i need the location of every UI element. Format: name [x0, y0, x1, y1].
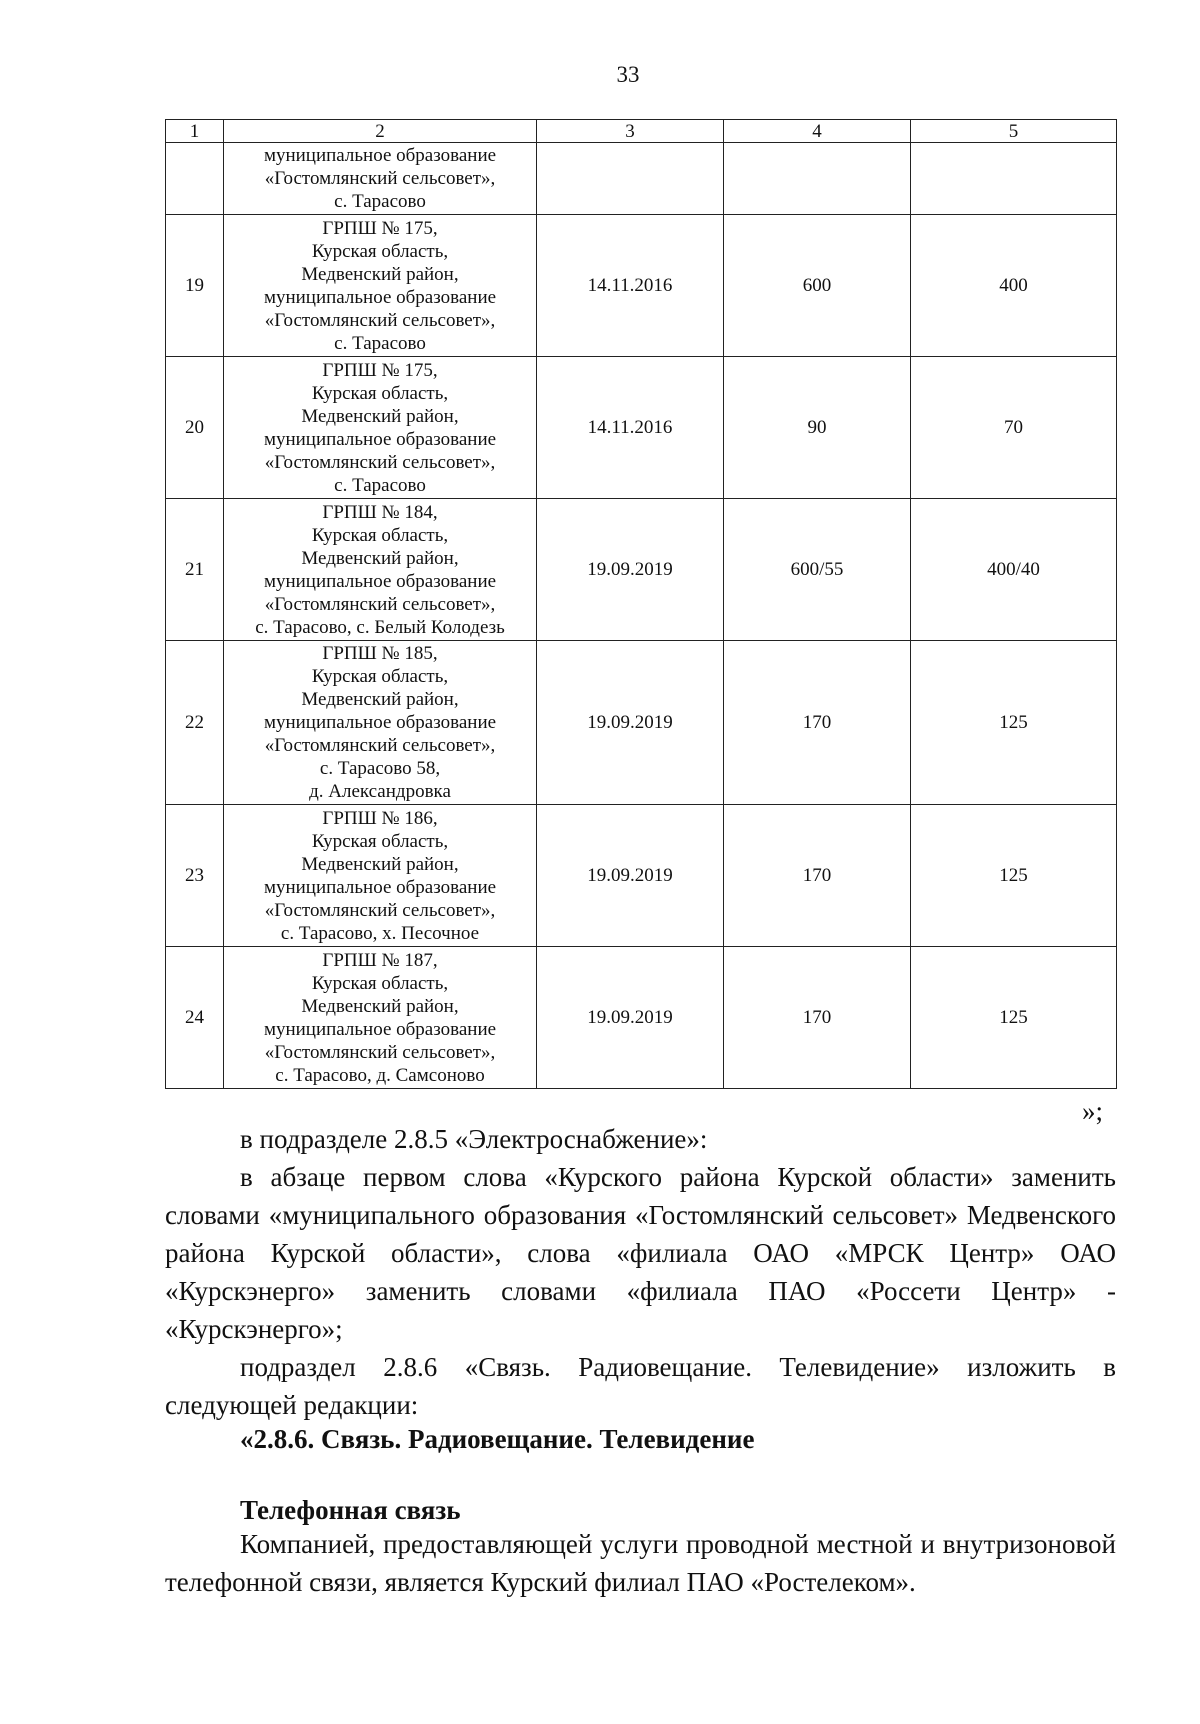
location-cell	[224, 143, 537, 215]
location-line: с. Тарасово, д. Самсоново	[275, 1064, 485, 1086]
value-cell-4: 600/55	[724, 499, 911, 641]
location-cell	[224, 215, 537, 357]
value-cell-5: 400/40	[911, 499, 1117, 641]
location-line: Курская область,	[311, 666, 449, 687]
location-line: «Гостомлянский сельсовет»,	[264, 735, 496, 756]
location-line: муниципальное образование	[263, 145, 497, 166]
table-row	[166, 143, 1117, 215]
location-line: муниципальное образование	[263, 712, 497, 733]
location-line: «Гостомлянский сельсовет»,	[264, 309, 496, 331]
location-cell	[224, 641, 537, 805]
quote-close-mark: »;	[1082, 1096, 1104, 1126]
value-cell-4: 170	[724, 805, 911, 947]
location-line: «Гостомлянский сельсовет»,	[264, 899, 496, 921]
table-row	[166, 641, 1117, 805]
date-cell: 14.11.2016	[537, 357, 724, 499]
location-line: с. Тарасово, с. Белый Колодезь	[255, 616, 505, 638]
row-number-cell: 23	[166, 805, 224, 947]
row-number-cell: 22	[166, 641, 224, 805]
location-line: с. Тарасово	[334, 332, 426, 354]
location-line: «Гостомлянский сельсовет»,	[264, 593, 496, 615]
value-cell-4: 170	[724, 641, 911, 805]
location-line: ГРПШ № 185,	[322, 643, 438, 664]
location-line: муниципальное образование	[263, 286, 497, 308]
header-cell: 2	[224, 120, 537, 143]
location-line: с. Тарасово, х. Песочное	[280, 922, 480, 944]
location-line: муниципальное образование	[263, 570, 497, 592]
location-cell	[224, 947, 537, 1089]
value-cell-5: 400	[911, 215, 1117, 357]
location-line: ГРПШ № 175,	[322, 217, 438, 239]
date-cell: 19.09.2019	[537, 499, 724, 641]
value-cell-4: 170	[724, 947, 911, 1089]
location-line: Медвенский район,	[301, 689, 459, 710]
value-cell-4	[724, 143, 911, 215]
row-number-cell	[166, 143, 224, 215]
location-line: с. Тарасово 58,	[319, 758, 441, 779]
value-cell-4: 90	[724, 357, 911, 499]
location-line: Курская область,	[311, 524, 449, 546]
header-cell: 1	[166, 120, 224, 143]
table-row	[166, 499, 1117, 641]
date-cell	[537, 143, 724, 215]
value-cell-5: 125	[911, 805, 1117, 947]
header-cell: 4	[724, 120, 911, 143]
value-cell-5: 70	[911, 357, 1117, 499]
section-heading: «2.8.6. Связь. Радиовещание. Телевидение	[240, 1424, 755, 1454]
table-row	[166, 215, 1117, 357]
location-line: Медвенский район,	[301, 547, 459, 569]
date-cell: 19.09.2019	[537, 947, 724, 1089]
location-line: с. Тарасово	[334, 474, 426, 496]
subheading: Телефонная связь	[240, 1495, 461, 1525]
paragraph: Компанией, предоставляющей услуги проводной местной и внутризоновой телефонной связи, является Курский филиал ПАО «Ростелеком».	[165, 1529, 1116, 1597]
location-line: Курская область,	[311, 240, 449, 262]
table-row	[166, 947, 1117, 1089]
table-row	[166, 357, 1117, 499]
value-cell-4: 600	[724, 215, 911, 357]
table-row	[166, 805, 1117, 947]
location-line: Курская область,	[311, 830, 449, 852]
date-cell: 19.09.2019	[537, 641, 724, 805]
row-number-cell: 19	[166, 215, 224, 357]
location-line: «Гостомлянский сельсовет»,	[264, 168, 496, 189]
location-line: муниципальное образование	[263, 428, 497, 450]
row-number-cell: 24	[166, 947, 224, 1089]
page-number: 33	[616, 62, 640, 87]
paragraph: в абзаце первом слова «Курского района Курской области» заменить словами «муниципального образования «Гостомлянский сельсовет» Медвенского района Курской области», слова «филиала ОАО «МРСК Центр» ОАО «Курскэнерго» заменить словами «филиала ПАО «Россети Центр» - «Курскэнерго»;	[165, 1162, 1116, 1344]
location-line: Медвенский район,	[301, 405, 459, 427]
data-table	[165, 119, 1117, 1089]
paragraph: в подразделе 2.8.5 «Электроснабжение»:	[240, 1124, 708, 1154]
row-number-cell: 21	[166, 499, 224, 641]
location-line: муниципальное образование	[263, 1018, 497, 1040]
location-cell	[224, 357, 537, 499]
date-cell: 19.09.2019	[537, 805, 724, 947]
location-line: ГРПШ № 186,	[322, 807, 438, 829]
table-header-row	[166, 120, 1117, 143]
date-cell: 14.11.2016	[537, 215, 724, 357]
table-body	[166, 120, 1117, 1089]
location-line: Медвенский район,	[301, 995, 459, 1017]
location-line: ГРПШ № 175,	[322, 359, 438, 381]
location-line: Курская область,	[311, 382, 449, 404]
location-cell	[224, 805, 537, 947]
value-cell-5: 125	[911, 641, 1117, 805]
value-cell-5: 125	[911, 947, 1117, 1089]
location-line: ГРПШ № 184,	[322, 501, 438, 523]
location-cell	[224, 499, 537, 641]
location-line: «Гостомлянский сельсовет»,	[264, 451, 496, 473]
location-line: Курская область,	[311, 972, 449, 994]
value-cell-5	[911, 143, 1117, 215]
body-text	[165, 1120, 1116, 1424]
location-line: Медвенский район,	[301, 853, 459, 875]
location-line: Медвенский район,	[301, 263, 459, 285]
location-line: с. Тарасово	[334, 191, 426, 212]
location-line: муниципальное образование	[263, 876, 497, 898]
location-line: «Гостомлянский сельсовет»,	[264, 1041, 496, 1063]
location-line: д. Александровка	[309, 781, 451, 802]
body-text-2	[165, 1525, 1116, 1601]
header-cell: 3	[537, 120, 724, 143]
row-number-cell: 20	[166, 357, 224, 499]
paragraph: подраздел 2.8.6 «Связь. Радиовещание. Телевидение» изложить в следующей редакции:	[165, 1352, 1116, 1420]
header-cell: 5	[911, 120, 1117, 143]
location-line: ГРПШ № 187,	[322, 949, 438, 971]
